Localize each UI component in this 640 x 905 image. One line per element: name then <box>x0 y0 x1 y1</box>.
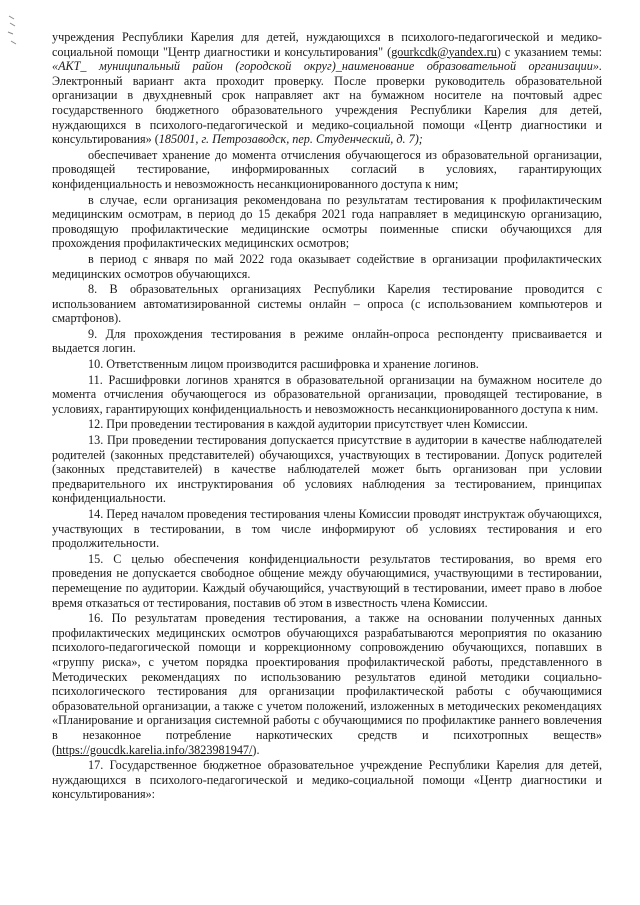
paragraph-assistance: в период с января по май 2022 года оказывает содействие в организации профилактических медицинских осмотров обучающихся. <box>52 251 602 281</box>
clause-17: 17. Государственное бюджетное образовательное учреждение Республики Карелия для детей, нуждающихся в психолого-педагогической и медико-социальной помощи «Центр диагностики и консультирования»: <box>52 758 602 802</box>
clause-16 <box>52 611 602 757</box>
clause-10: 10. Ответственным лицом производится расшифровка и хранение логинов. <box>88 357 479 372</box>
clause-11: 11. Расшифровки логинов хранятся в образовательной организации на бумажном носителе до момента отчисления обучающегося из образовательной организации, проводящей тестирование, в условиях, гарантирующих конфиденциальность и невозможность несанкционированного доступа к ним. <box>52 372 602 416</box>
email-link[interactable]: gourkcdk@yandex.ru <box>391 44 497 59</box>
text: ). <box>252 742 260 757</box>
clause-8: 8. В образовательных организациях Республики Карелия тестирование проводится с использованием автоматизированной системы онлайн – опроса (с использованием компьютеров и смартфонов). <box>52 282 602 326</box>
clause-9: 9. Для прохождения тестирования в режиме онлайн-опроса респонденту присваивается и выдается логин. <box>52 326 602 356</box>
email-subject: «АКТ_ муниципальный район (городской округ)_наименование образовательной организации». <box>52 59 602 74</box>
paragraph-medical-referral: в случае, если организация рекомендована по результатам тестирования к профилактическим медицинским осмотрам, в период до 15 декабря 2021 года направляет в медицинскую организацию, проводящую профилактические медицинские осмотры поименные списки обучающихся для прохождения профилактических медицинских осмотров; <box>52 192 602 251</box>
clause-14: 14. Перед началом проведения тестирования члены Комиссии проводят инструктаж обучающихся, участвующих в тестировании, в том числе информируют об условиях тестирования и его продолжительности. <box>52 507 602 551</box>
paragraph-storage: обеспечивает хранение до момента отчисления обучающегося из образовательной организации, проводящей тестирование, информированных согласий в условиях, гарантирующих конфиденциальность и невозможность несанкционированного доступа к ним; <box>52 147 602 191</box>
paragraph-continuation <box>52 30 602 147</box>
text: 16. По результатам проведения тестирования, а также на основании полученных данных профилактических медицинских осмотров обучающихся разрабатываются мероприятия по оказанию психолого-педагогической помощи и коррекционному сопровождению обучающихся, попавших в «группу риска», с учетом порядка проектирования профилактической работы, представленного в Методических рекомендациях по использованию результатов единой методики социально-психологического тестирования для организации профилактической работы с обучающимися образовательной организации, а также с учетом положений, изложенных в методических рекомендациях «Планирование и организация системной работы с обучающимися по профилактике раннего вовлечения в незаконное потребление наркотических средств и психотропных веществ» ( <box>52 611 602 757</box>
text: Электронный вариант акта проходит проверку. После проверки руководитель образовательной организации в двухдневный срок направляет акт на бумажном носителе на почтовый адрес государственного бюджетного образовательного учреждения Республики Карелия для детей, нуждающихся в психолого-педагогической и медико-социальной помощи «Центр диагностики и консультирования» ( <box>52 73 602 147</box>
clause-13: 13. При проведении тестирования допускается присутствие в аудитории в качестве наблюдателей родителей (законных представителей) обучающихся, участвующих в тестировании. Допуск родителей (законных представителей) в качестве наблюдателей может быть организован при условии предварительного их инструктирования об условиях наблюдения за тестированием, принципах конфиденциальности. <box>52 433 602 506</box>
clause-12: 12. При проведении тестирования в каждой аудитории присутствует член Комиссии. <box>88 417 528 432</box>
text: учреждения Республики Карелия для детей, нуждающихся в психолого-педагогической и медико-социальной помощи "Центр диагностики и консультирования" ( <box>52 30 602 59</box>
clause-15: 15. С целью обеспечения конфиденциальности результатов тестирования, во время его проведения не допускается свободное общение между обучающимися, участвующими в тестировании, перемещение по аудитории. Каждый обучающийся, участвующий в тестировании, имеет право в любое время отказаться от тестирования, поставив об этом в известность члена Комиссии. <box>52 551 602 610</box>
methodology-link[interactable]: https://goucdk.karelia.info/3823981947/ <box>56 742 253 757</box>
postal-address: 185001, г. Петрозаводск, пер. Студенческий, д. 7); <box>158 132 423 147</box>
scan-margin-mark <box>6 14 18 54</box>
text: ) с указанием темы: <box>496 44 602 59</box>
